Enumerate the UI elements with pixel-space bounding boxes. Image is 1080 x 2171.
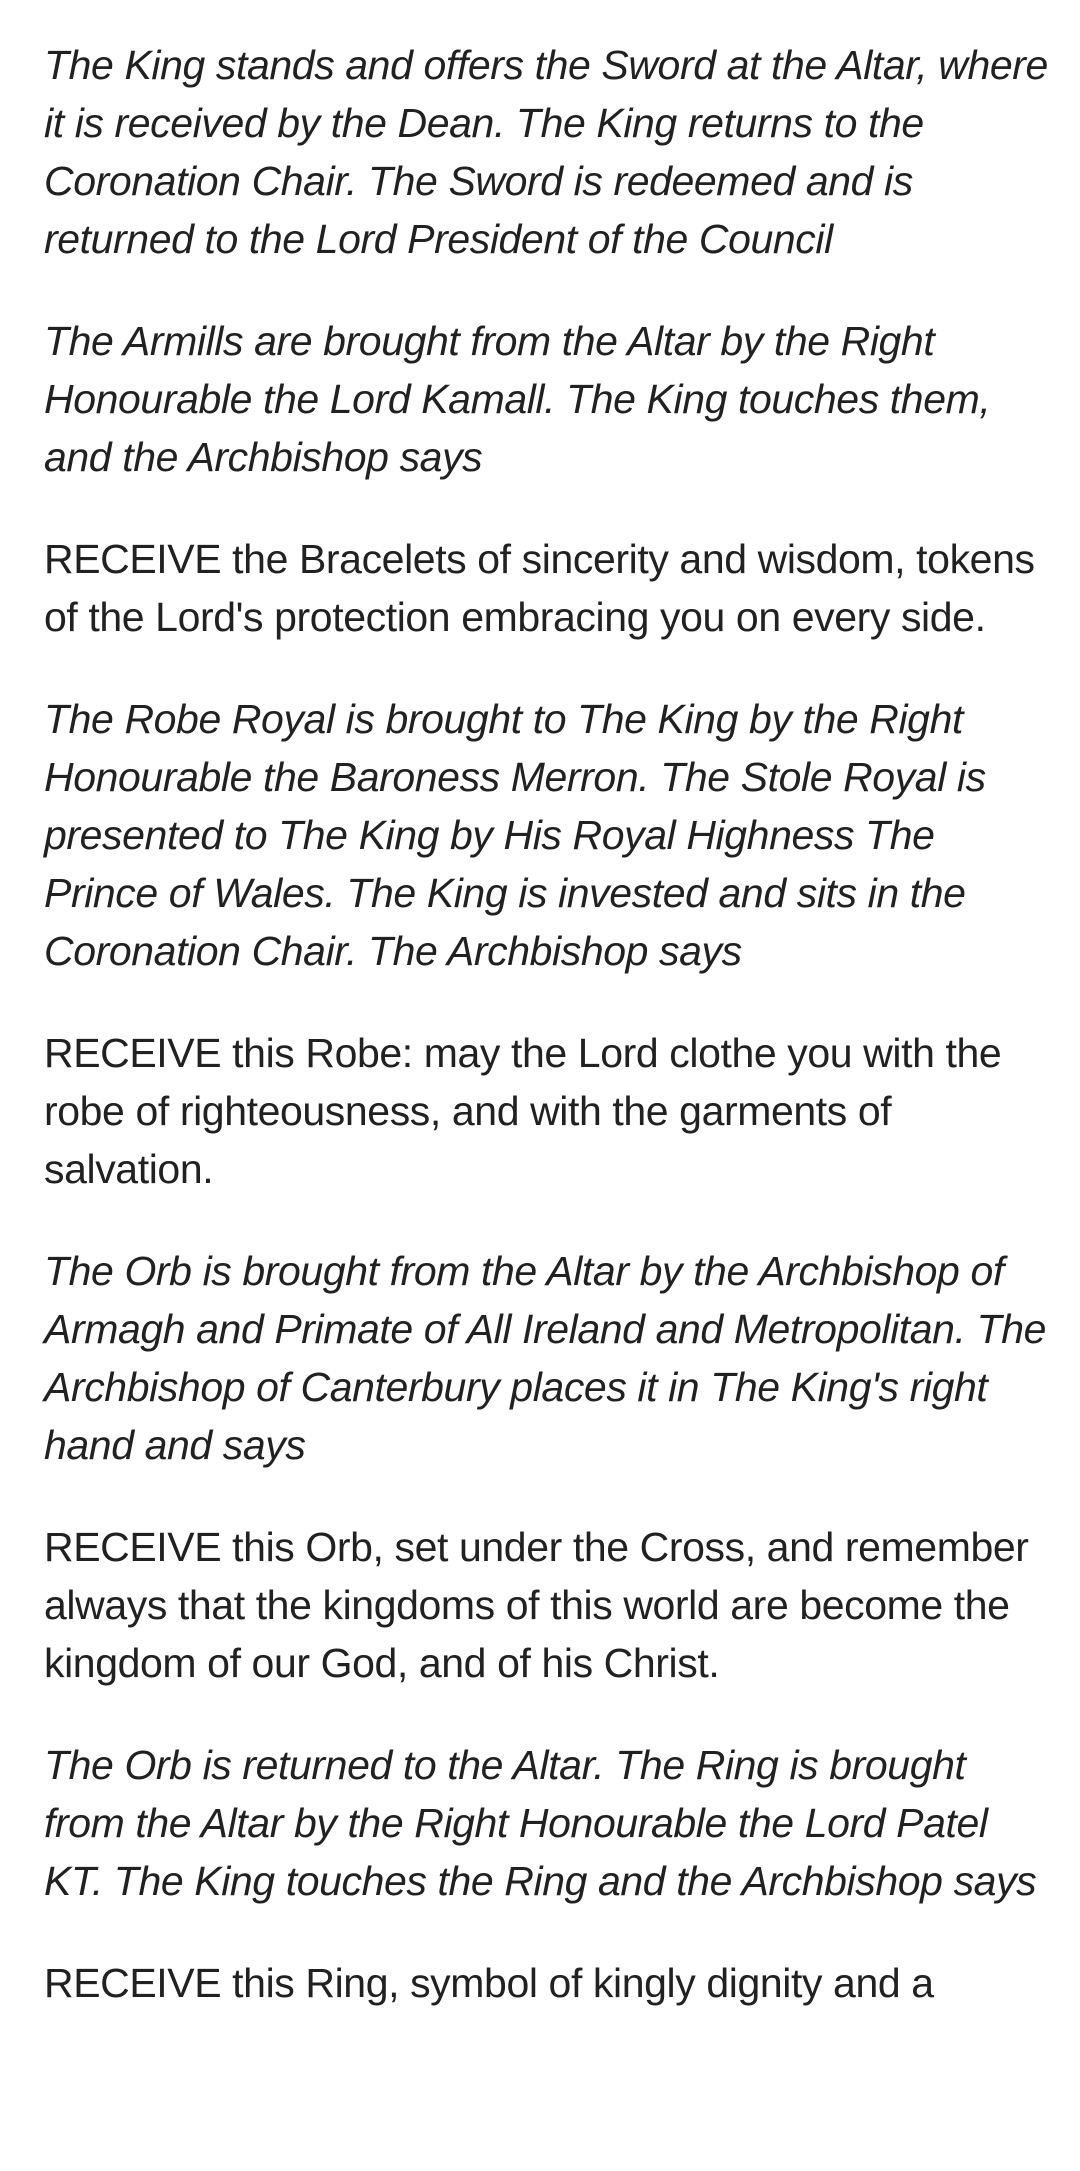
- liturgy-paragraph-bracelets: RECEIVE the Bracelets of sincerity and wisdom, tokens of the Lord's protection embracing you on every side.: [44, 536, 1035, 640]
- liturgy-paragraph-ring-cutoff: RECEIVE this Ring, symbol of kingly dignity and a: [44, 1960, 934, 2006]
- liturgy-paragraph-robe: RECEIVE this Robe: may the Lord clothe you with the robe of righteousness, and with the garments of salvation.: [44, 1030, 1002, 1192]
- rubric-paragraph-sword-offering: The King stands and offers the Sword at the Altar, where it is received by the Dean. The King returns to the Coronation Chair. The Sword is redeemed and is returned to the Lord President of the Council: [44, 42, 1048, 262]
- liturgy-paragraph-orb: RECEIVE this Orb, set under the Cross, and remember always that the kingdoms of this world are become the kingdom of our God, and of his Christ.: [44, 1524, 1029, 1686]
- rubric-paragraph-robe-royal: The Robe Royal is brought to The King by the Right Honourable the Baroness Merron. The Stole Royal is presented to The King by His Royal Highness The Prince of Wales. The King is invested and sits in the Coronation Chair. The Archbishop says: [44, 696, 986, 974]
- rubric-paragraph-ring: The Orb is returned to the Altar. The Ring is brought from the Altar by the Right Honourable the Lord Patel KT. The King touches the Ring and the Archbishop says: [44, 1742, 1037, 1904]
- rubric-paragraph-armills: The Armills are brought from the Altar by the Right Honourable the Lord Kamall. The King touches them, and the Archbishop says: [44, 318, 991, 480]
- rubric-paragraph-orb: The Orb is brought from the Altar by the Archbishop of Armagh and Primate of All Ireland and Metropolitan. The Archbishop of Canterbury places it in The King's right hand and says: [44, 1248, 1047, 1468]
